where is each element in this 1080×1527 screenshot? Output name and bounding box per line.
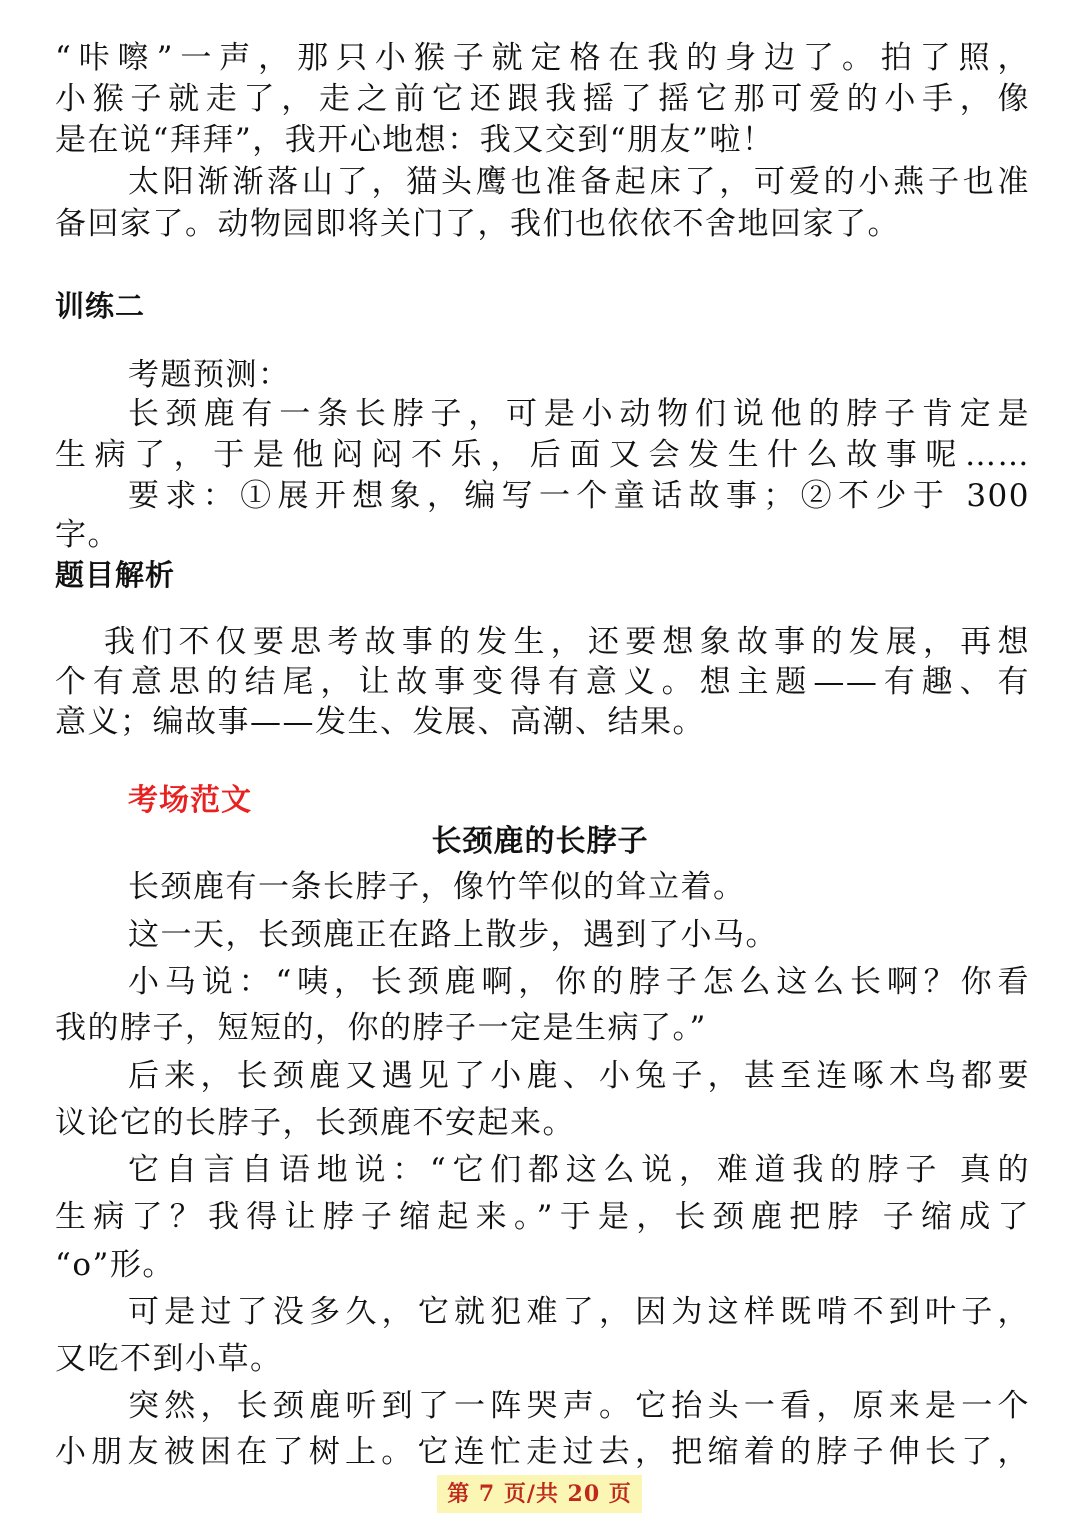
essay-line: 我的脖子，短短的，你的脖子一定是生病了。” <box>55 1010 707 1046</box>
essay-line: 议论它的长脖子，长颈鹿不安起来。 <box>55 1105 575 1141</box>
essay-line: 后来，长颈鹿又遇见了小鹿、小兔子，甚至连啄木鸟都要 <box>128 1058 1030 1094</box>
model-essay-label: 考场范文 <box>128 783 252 818</box>
prompt-label: 考题预测： <box>128 357 291 393</box>
prompt-line: 生病了，于是他闷闷不乐，后面又会发生什么故事呢…… <box>55 437 1030 473</box>
essay-line: 这一天，长颈鹿正在路上散步，遇到了小马。 <box>128 917 778 953</box>
paragraph-line: 太阳渐渐落山了，猫头鹰也准备起床了，可爱的小燕子也准 <box>128 164 1030 200</box>
essay-line: 又吃不到小草。 <box>55 1341 283 1377</box>
analysis-line: 意义；编故事——发生、发展、高潮、结果。 <box>55 704 705 740</box>
analysis-line: 我们不仅要思考故事的发生，还要想象故事的发展，再想 <box>104 624 1030 660</box>
requirement-line: 字。 <box>55 517 120 553</box>
analysis-line: 个有意思的结尾，让故事变得有意义。想主题——有趣、有 <box>55 664 1030 700</box>
essay-line: 小朋友被困在了树上。它连忙走过去，把缩着的脖子伸长了， <box>55 1434 1030 1470</box>
page-number-footer: 第 7 页/共 20 页 <box>437 1475 642 1513</box>
essay-line: 生病了？我得让脖子缩起来。”于是，长颈鹿把脖 子缩成了 <box>55 1199 1030 1235</box>
essay-line: 突然，长颈鹿听到了一阵哭声。它抬头一看，原来是一个 <box>128 1388 1030 1424</box>
essay-line: 它自言自语地说：“它们都这么说，难道我的脖子 真的 <box>128 1152 1030 1188</box>
prompt-line: 长颈鹿有一条长脖子，可是小动物们说他的脖子肯定是 <box>128 396 1030 432</box>
requirement-line: 要求：①展开想象，编写一个童话故事；②不少于 300 <box>128 478 1030 514</box>
analysis-heading: 题目解析 <box>55 558 176 592</box>
essay-line: 小马说：“咦，长颈鹿啊，你的脖子怎么这么长啊？你看 <box>128 964 1030 1000</box>
essay-title: 长颈鹿的长脖子 <box>431 824 649 859</box>
section-heading: 训练二 <box>55 289 146 323</box>
paragraph-line: 备回家了。动物园即将关门了，我们也依依不舍地回家了。 <box>55 206 900 242</box>
essay-line: 可是过了没多久，它就犯难了，因为这样既啃不到叶子， <box>128 1294 1030 1330</box>
paragraph-line: 小猴子就走了，走之前它还跟我摇了摇它那可爱的小手，像 <box>55 81 1030 117</box>
essay-line: “o”形。 <box>55 1247 175 1283</box>
essay-line: 长颈鹿有一条长脖子，像竹竿似的耸立着。 <box>128 869 746 905</box>
paragraph-line: 是在说“拜拜”，我开心地想：我又交到“朋友”啦！ <box>55 122 775 158</box>
paragraph-line: “咔嚓”一声，那只小猴子就定格在我的身边了。拍了照， <box>55 40 1030 76</box>
